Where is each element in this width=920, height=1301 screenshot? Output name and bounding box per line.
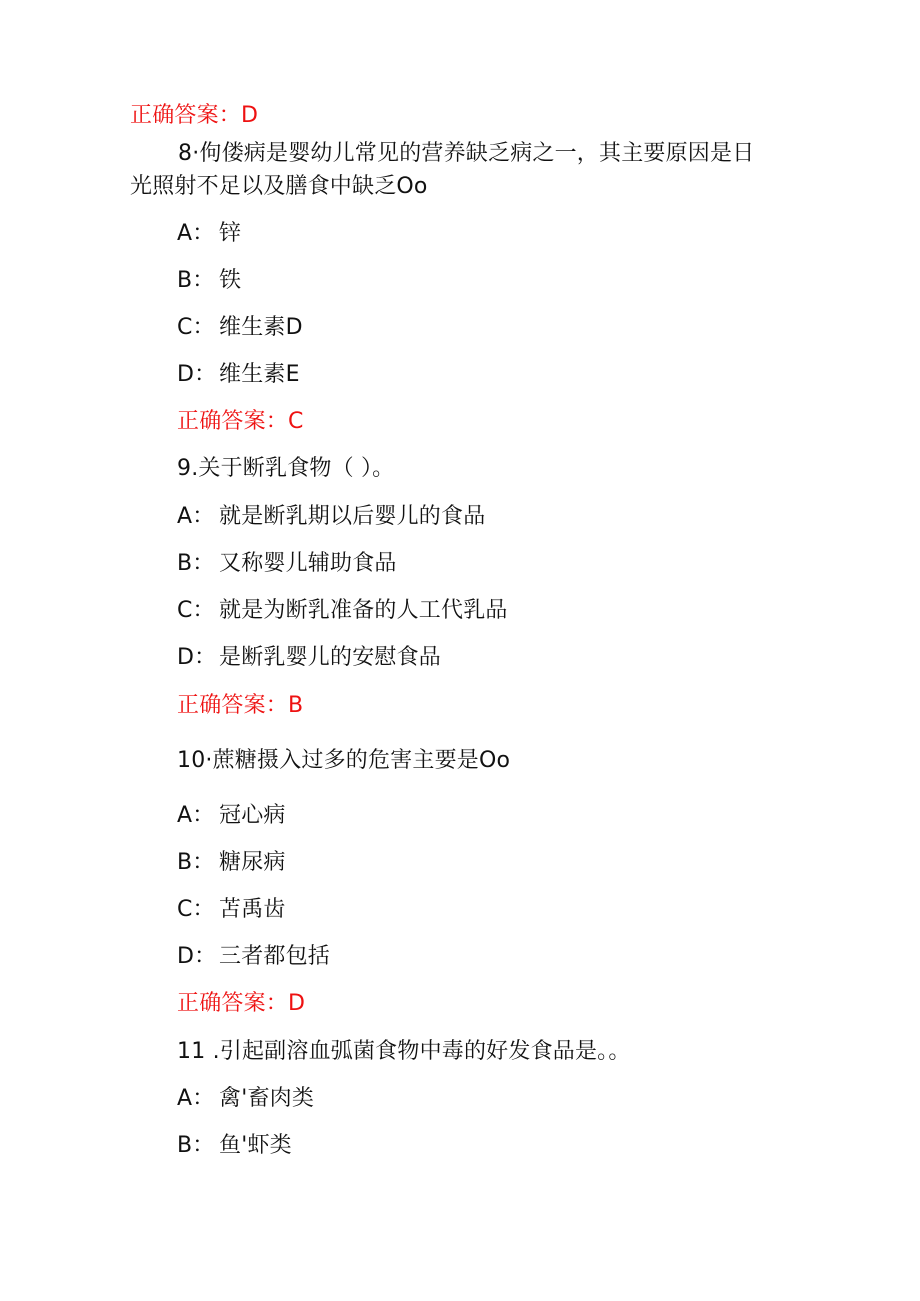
question-10-text: 10·蔗糖摄入过多的危害主要是Oo [177, 748, 511, 773]
option-text: 苫禹齿 [219, 897, 286, 922]
answer-previous-question: 正确答案：D [130, 103, 259, 128]
option-text: 又称婴儿辅助食品 [219, 551, 397, 576]
option-letter: B： [177, 551, 215, 576]
question-11-option-a [177, 1085, 314, 1113]
question-10-option-a [177, 802, 286, 830]
option-letter: C： [177, 315, 215, 340]
option-letter: A： [177, 1086, 215, 1111]
question-10-option-b [177, 849, 286, 877]
option-text: 维生素D [219, 315, 303, 340]
question-9-option-a [177, 503, 485, 531]
option-text: 就是断乳期以后婴儿的食品 [219, 504, 486, 529]
option-text: 冠心病 [219, 803, 286, 828]
question-9-option-b [177, 550, 397, 578]
question-10-option-c [177, 896, 286, 924]
question-9-text: 9.关于断乳食物（ ）。 [177, 456, 395, 481]
option-text: 禽'畜肉类 [219, 1086, 315, 1111]
question-8-option-c [177, 314, 303, 342]
question-9-option-d [177, 644, 441, 672]
option-letter: C： [177, 598, 215, 623]
option-letter: D： [177, 362, 217, 387]
option-letter: A： [177, 221, 215, 246]
option-letter: C： [177, 897, 215, 922]
question-8-line-2: 光照射不足以及膳食中缺乏Oo [130, 174, 428, 199]
option-text: 是断乳婴儿的安慰食品 [219, 645, 442, 670]
question-8-line-1: 8·佝偻病是婴幼儿常见的营养缺乏病之一，其主要原因是日 [178, 141, 755, 166]
option-letter: A： [177, 504, 215, 529]
question-8-option-b [177, 267, 241, 295]
question-11-text: 11 .引起副溶血弧菌食物中毒的好发食品是。。 [177, 1039, 631, 1064]
question-8-option-d [177, 361, 300, 389]
option-letter: B： [177, 1133, 215, 1158]
option-letter: A： [177, 803, 215, 828]
question-8-answer: 正确答案：C [177, 409, 304, 434]
option-text: 锌 [219, 221, 242, 246]
option-text: 糖尿病 [219, 850, 286, 875]
option-letter: D： [177, 645, 217, 670]
option-letter: D： [177, 944, 217, 969]
option-text: 鱼'虾类 [219, 1133, 292, 1158]
option-text: 三者都包括 [219, 944, 331, 969]
question-11-option-b [177, 1132, 292, 1160]
question-10-answer: 正确答案：D [177, 991, 306, 1016]
question-8-option-a [177, 220, 241, 248]
option-letter: B： [177, 850, 215, 875]
question-10-option-d [177, 943, 330, 971]
option-letter: B： [177, 268, 215, 293]
option-text: 铁 [219, 268, 242, 293]
option-text: 就是为断乳准备的人工代乳品 [219, 598, 508, 623]
question-9-option-c [177, 597, 508, 625]
question-9-answer: 正确答案：B [177, 693, 304, 718]
option-text: 维生素E [219, 362, 300, 387]
